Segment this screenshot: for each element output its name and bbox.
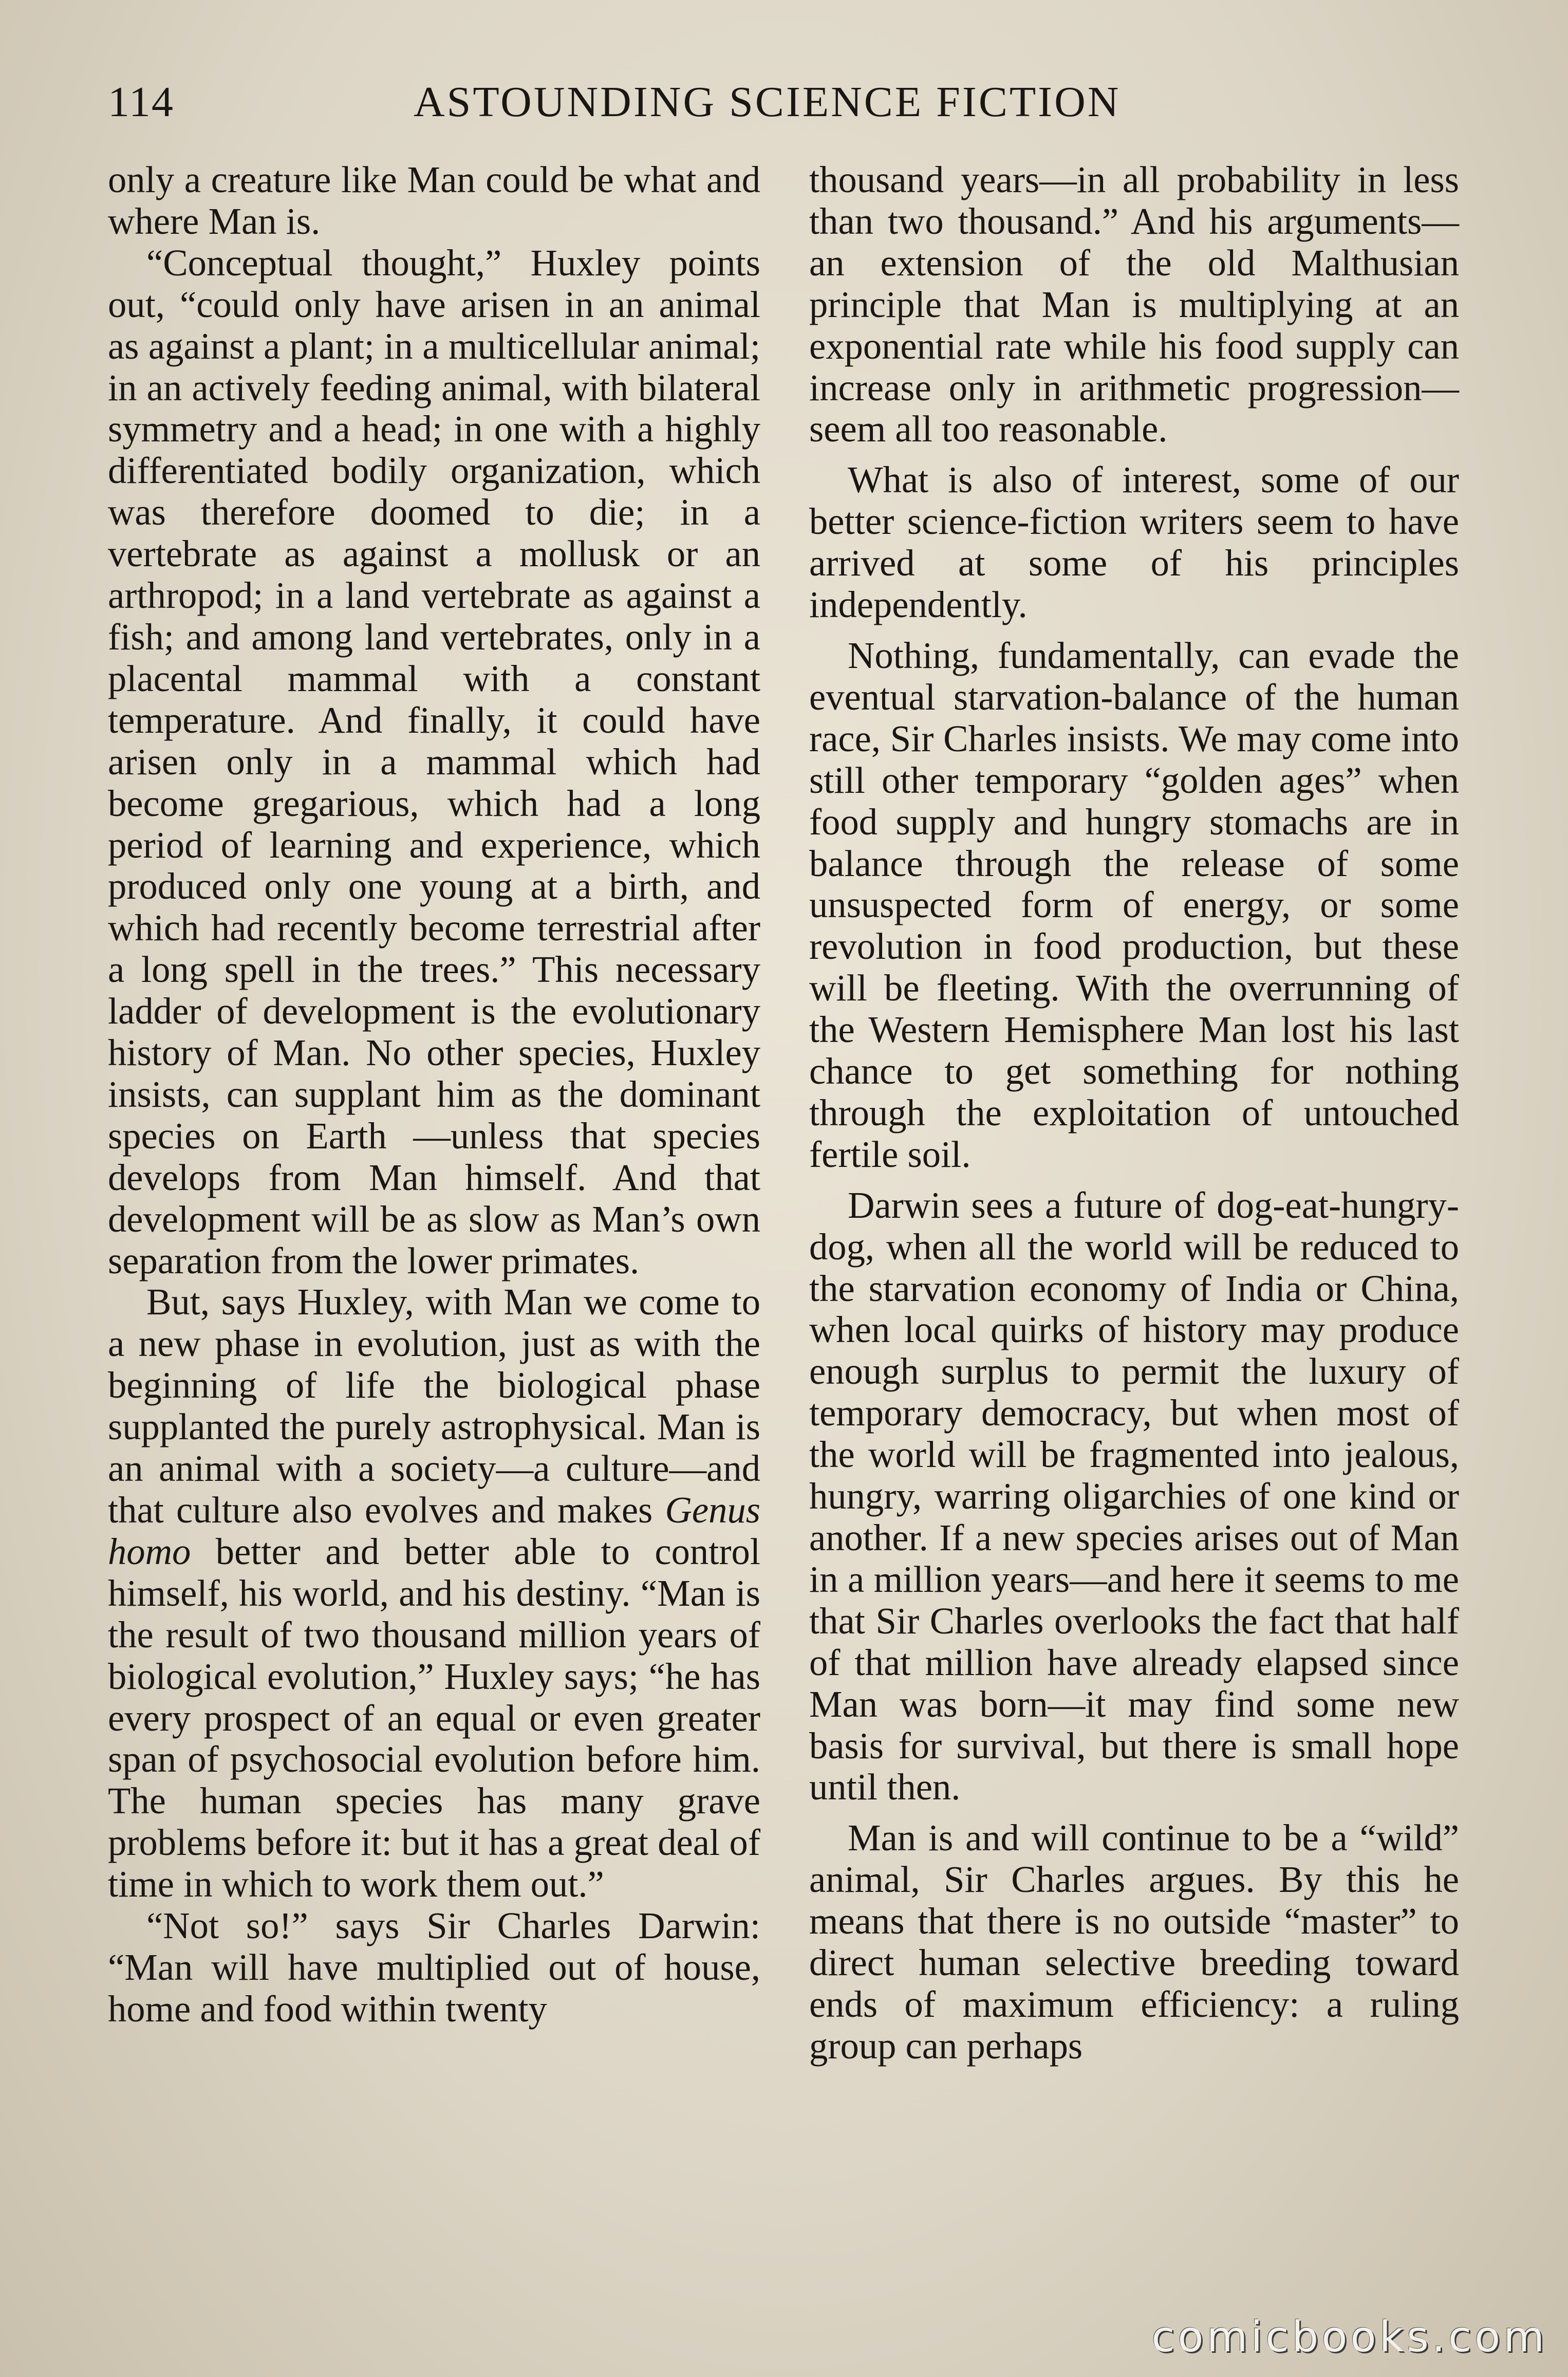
- paragraph: thousand years—in all probability in less than two thousand.” And his arguments—an extension of the old Malthusian principle that Man is multiplying at an exponential rate while his food supply can increase only in arithmetic progression—seem all too reasonable.: [809, 159, 1459, 450]
- running-title: ASTOUNDING SCIENCE FICTION: [414, 78, 1121, 126]
- paragraph: [108, 1282, 760, 1905]
- page-number: 114: [108, 78, 174, 126]
- page-header: [108, 77, 1460, 139]
- paragraph-text: better and better able to control himself, his world, and his destiny. “Man is the result of two thousand million years of biological evolution,” Huxley says; “he has every prospect of an equal or even greater span of psychosocial evolution before him. The human species has many grave problems before it: but it has a great deal of time in which to work them out.”: [108, 1530, 760, 1905]
- paragraph: “Conceptual thought,” Huxley points out, “could only have arisen in an animal as against a plant; in a multicellular animal; in an actively feeding animal, with bilateral symmetry and a head; in one with a highly differentiated bodily organization, which was therefore doomed to die; in a vertebrate as against a mollusk or an arthropod; in a land vertebrate as against a fish; and among land vertebrates, only in a placental mammal with a constant temperature. And finally, it could have arisen only in a mammal which had become gregarious, which had a long period of learning and experience, which produced only one young at a birth, and which had recently become terrestrial after a long spell in the trees.” This necessary ladder of development is the evolutionary history of Man. No other species, Huxley insists, can supplant him as the dominant species on Earth —unless that species develops from Man himself. And that development will be as slow as Man’s own separation from the lower primates.: [108, 242, 760, 1282]
- right-column: [809, 159, 1459, 2067]
- paragraph: What is also of interest, some of our better science-fiction writers seem to have arrived at some of his principles independently.: [809, 459, 1459, 626]
- left-column: [108, 159, 760, 2030]
- paragraph: only a creature like Man could be what and where Man is.: [108, 159, 760, 242]
- paragraph: Man is and will continue to be a “wild” animal, Sir Charles argues. By this he means that there is no outside “master” to direct human selective breeding toward ends of maximum efficiency: a ruling group can perhaps: [809, 1817, 1459, 2067]
- paragraph-text: But, says Huxley, with Man we come to a new phase in evolution, just as with the beginning of life the biological phase supplanted the purely astrophysical. Man is an animal with a society—a culture—and that culture also evolves and makes: [108, 1281, 760, 1531]
- paragraph: “Not so!” says Sir Charles Darwin: “Man will have multiplied out of house, home and food within twenty: [108, 1905, 760, 2030]
- italic-term: Genus homo: [108, 1489, 760, 1572]
- watermark: comicbooks.com: [1151, 2313, 1547, 2362]
- paragraph: Nothing, fundamentally, can evade the eventual starvation-balance of the human race, Sir Charles insists. We may come into still other temporary “golden ages” when food supply and hungry stomachs are in balance through the release of some unsuspected form of energy, or some revolution in food production, but these will be fleeting. With the overrunning of the Western Hemisphere Man lost his last chance to get something for nothing through the exploitation of untouched fertile soil.: [809, 634, 1459, 1175]
- paragraph: Darwin sees a future of dog-eat-hungry-dog, when all the world will be reduced to the starvation economy of India or China, when local quirks of history may produce enough surplus to permit the luxury of temporary democracy, but when most of the world will be fragmented into jealous, hungry, warring oligarchies of one kind or another. If a new species arises out of Man in a million years—and here it seems to me that Sir Charles overlooks the fact that half of that million have already elapsed since Man was born—it may find some new basis for survival, but there is small hope until then.: [809, 1184, 1459, 1808]
